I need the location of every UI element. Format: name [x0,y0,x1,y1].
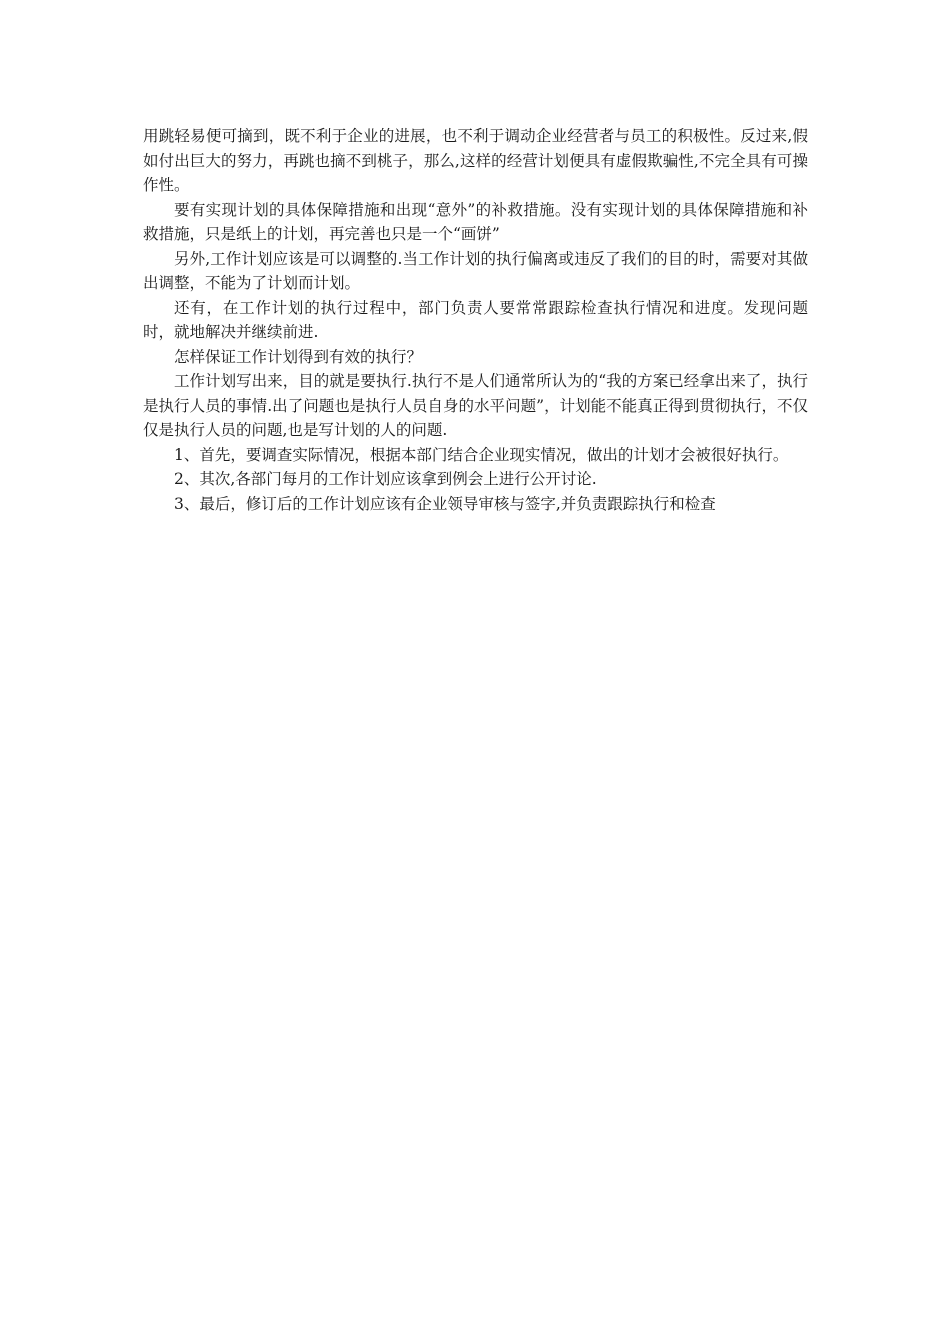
paragraph-safeguard-measures: 要有实现计划的具体保障措施和出现“意外”的补救措施。没有实现计划的具体保障措施和补救措施，只是纸上的计划，再完善也只是一个“画饼” [143,200,808,243]
list-item-first: 1、首先，要调查实际情况，根据本部门结合企业现实情况，做出的计划才会被很好执行。 [174,445,789,464]
document-body [143,124,808,516]
section-heading-effective-execution: 怎样保证工作计划得到有效的执行？ [174,347,423,366]
paragraph-tracking: 还有，在工作计划的执行过程中，部门负责人要常常跟踪检查执行情况和进度。发现问题时，就地解决并继续前进. [143,298,808,341]
paragraph-execution-purpose: 工作计划写出来，目的就是要执行.执行不是人们通常所认为的“我的方案已经拿出来了，执行是执行人员的事情.出了问题也是执行人员自身的水平问题”，计划能不能真正得到贯彻执行，不仅仅是执行人员的问题,也是写计划的人的问题. [143,372,808,439]
list-item-second: 2、其次,各部门每月的工作计划应该拿到例会上进行公开讨论. [174,470,597,488]
paragraph-adjustment: 另外,工作计划应该是可以调整的.当工作计划的执行偏离或违反了我们的目的时，需要对其做出调整，不能为了计划而计划。 [143,249,808,292]
paragraph-continuation: 用跳轻易便可摘到，既不利于企业的进展，也不利于调动企业经营者与员工的积极性。反过来,假如付出巨大的努力，再跳也摘不到桃子，那么,这样的经营计划便具有虚假欺骗性,不完全具有可操作性。 [143,127,808,194]
list-item-third: 3、最后，修订后的工作计划应该有企业领导审核与签字,并负责跟踪执行和检查 [174,494,716,513]
